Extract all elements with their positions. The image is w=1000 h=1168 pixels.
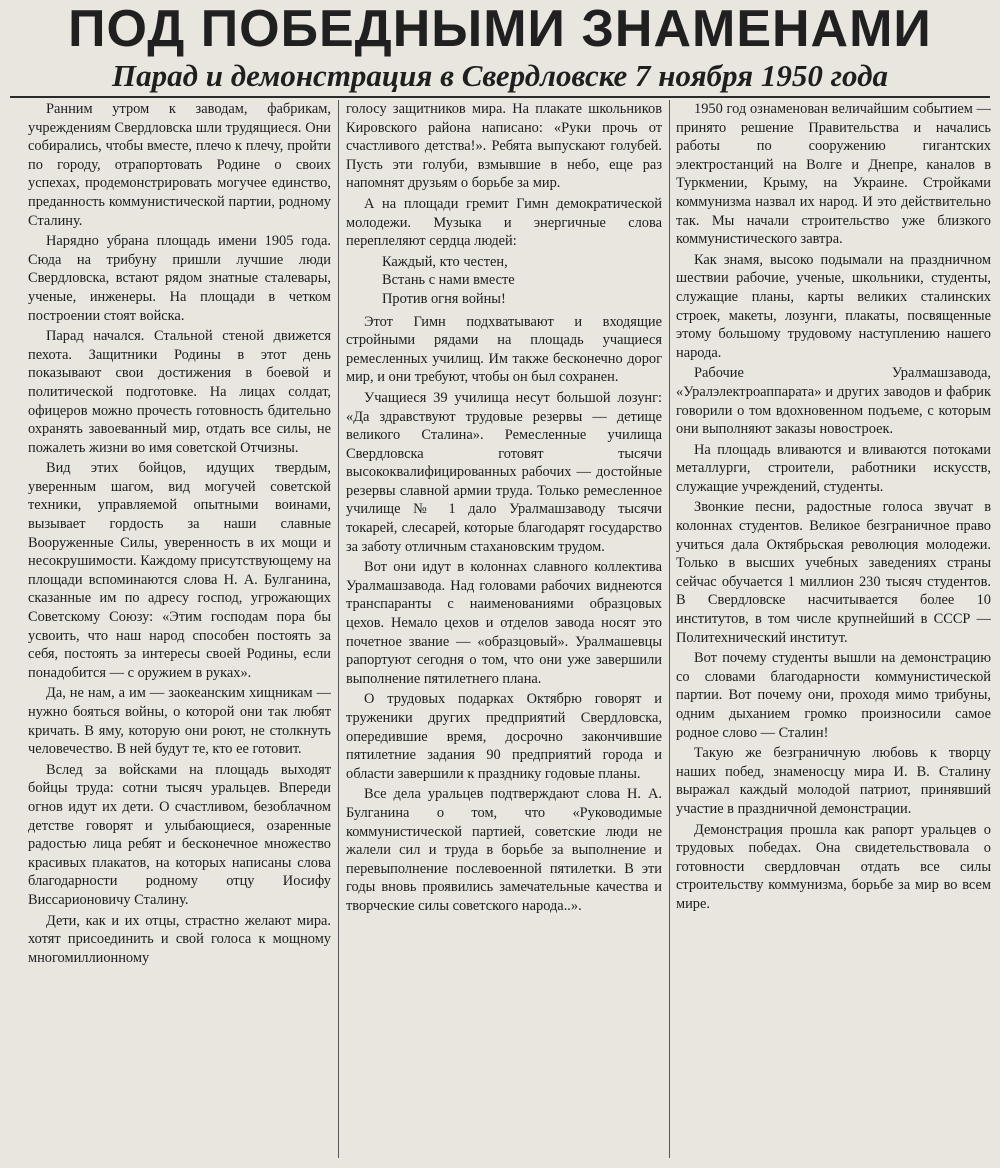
paragraph: Парад начался. Стальной стеной движется пехота. Защитники Родины в этот день показывают свои достижения в боевой и политической подготовке. На лицах солдат, офицеров можно прочесть готовность бдительно охранять завоеванный мир, отдать все силы, не пожалеть жизни во имя советской Отчизны. (28, 328, 331, 456)
verse-line: Встань с нами вместе (382, 272, 515, 289)
paragraph: Да, не нам, а им — заокеанским хищникам — нужно бояться войны, о которой они так любят кричать. В яму, которую они роют, не столкнуть человечество. В ней будут те, кто ее готовит. (28, 685, 331, 758)
paragraph: Ранним утром к заводам, фабрикам, учреждениям Свердловска шли трудящиеся. Они собирались, чтобы вместе, плечо к плечу, пройти по городу, отрапортовать Родине о своих успехах, продемонстрировать могучее единство, преданность коммунистической партии, родному Сталину. (28, 101, 331, 229)
paragraph: Демонстрация прошла как рапорт уральцев о трудовых победах. Она свидетельствовала о готовности свердловчан отдать все силы строительству коммунизма, борьбе за мир во всем мире. (676, 821, 991, 912)
verse-line: Против огня войны! (382, 290, 506, 307)
article-column-1 (28, 100, 331, 1164)
paragraph: О трудовых подарках Октябрю говорят и труженики других предприятий Свердловска, опередившие время, досрочно закончившие пятилетние задания 90 предприятий города и области завершили к празднику годовые планы. (346, 691, 662, 782)
paragraph: Рабочие Уралмашзавода, «Уралэлектроаппарата» и других заводов и фабрик говорили о том вдохновенном подъеме, с которым они выполняют заказы новостроек. (676, 365, 991, 438)
paragraph: Вид этих бойцов, идущих твердым, уверенным шагом, вид могучей советской техники, управляемой опытными воинами, вызывает гордость за наши славные Вооруженные Силы, уверенность в их мощи и несокрушимости. Каждому присутствующему на площади вспоминаются слова Н. А. Булганина, сказанные им по адресу господ, угрожающих Советскому Союзу: «Этим господам пора бы усвоить, что наш народ способен постоять за себя, постоять за интересы своей Родины, если понадобится — с оружием в руках». (28, 460, 331, 681)
paragraph: Вот они идут в колоннах славного коллектива Уралмашзавода. Над головами рабочих виднеются транспаранты с наименованиями образцовых цехов. Немало цехов и отделов завода носят это почетное звание — «образцовый». Уралмашевцы рапортуют сегодня о том, что они уже завершили выполнение пятилетнего плана. (346, 559, 662, 687)
paragraph: Нарядно убрана площадь имени 1905 года. Сюда на трибуну пришли лучшие люди Свердловска, встают рядом знатные сталевары, ученые, инженеры. На площади в четком построении стоят войска. (28, 233, 331, 324)
paragraph: голосу защитников мира. На плакате школьников Кировского района написано: «Руки прочь от счастливого детства!». Ребята выпускают голубей. Пусть эти голуби, взмывшие в небо, еще раз напомнят друзьям о борьбе за мир. (346, 101, 662, 192)
paragraph: Дети, как и их отцы, страстно желают мира. хотят присоединить и свой голоса к мощному многомиллионному (28, 912, 331, 966)
paragraph: Вслед за войсками на площадь выходят бойцы труда: сотни тысяч уральцев. Впереди огнов идут их дети. О счастливом, безоблачном детстве говорят и улыбающиеся, озаренные радостью лица ребят и бесконечное множество красивых плакатов, на которых написаны слова благодарности родному отцу Иосифу Виссарионовичу Сталину. (28, 761, 331, 908)
column-divider (669, 100, 670, 1158)
paragraph: Все дела уральцев подтверждают слова Н. А. Булганина о том, что «Руководимые коммунистической партией, советские люди не жалели сил и труда в борьбе за выполнение и перевыполнение послевоенной пятилетки. В эти годы вновь проявились замечательные качества и творческие силы советского народа..». (346, 786, 662, 914)
paragraph: Учащиеся 39 училища несут большой лозунг: «Да здравствуют трудовые резервы — детище великого Сталина». Ремесленные училища Свердловска готовят тысячи высококвалифицированных рабочих — достойные резервы славной армии труда. Только ремесленное училище № 1 дало Уралмашзаводу тысячи токарей, слесарей, которые благодарят государство за заботу отличным стахановским трудом. (346, 389, 662, 555)
anthem-verse (346, 253, 662, 309)
article-column-2 (346, 100, 662, 1164)
paragraph: Как знамя, высоко подымали на праздничном шествии рабочие, ученые, школьники, студенты, служащие планы, карты великих сталинских строек, макеты, лозунги, плакаты, посвященные этому большому трудовому наступлению нашего народа. (676, 251, 991, 361)
verse-line: Каждый, кто честен, (382, 253, 508, 270)
paragraph: А на площади гремит Гимн демократической молодежи. Музыка и энергичные слова переплеляют сердца людей: (346, 195, 662, 250)
column-divider (338, 100, 339, 1158)
header-rule (10, 96, 990, 98)
headline: ПОД ПОБЕДНЫМИ ЗНАМЕНАМИ (68, 0, 932, 58)
article-column-3 (676, 100, 991, 1164)
paragraph: На площадь вливаются и вливаются потоками металлурги, строители, работники искусств, служащие учреждений, студенты. (676, 441, 991, 495)
paragraph: Такую же безграничную любовь к творцу наших побед, знаменосцу мира И. В. Сталину выражал каждый молодой патриот, принявший участие в праздничной демонстрации. (676, 745, 991, 817)
paragraph: Звонкие песни, радостные голоса звучат в колоннах студентов. Великое безграничное право учиться дала Октябрьская революция молодежи. Только в высших учебных заведениях страны сейчас обучается 1 миллион 230 тысяч студентов. В Свердловске насчитывается более 10 институтов, в том числе крупнейший в СССР — Политехнический институт. (676, 499, 991, 646)
paragraph: Вот почему студенты вышли на демонстрацию со словами благодарности коммунистической партии. Вот почему они, проходя мимо трибуны, одним дыханием громко произносили самое родное слово — Сталин! (676, 650, 991, 741)
paragraph: Этот Гимн подхватывают и входящие стройными рядами на площадь учащиеся ремесленных училищ. Им также бесконечно дорог мир, и они требуют, чтобы он был сохранен. (346, 313, 662, 386)
paragraph: 1950 год ознаменован величайшим событием — принято решение Правительства и начались работы по сооружению гигантских электростанций на Волге и Днепре, каналов в Туркмении, Крыму, на Украине. Стройками коммунизма назвал их народ. И это действительно так. Мы начали строительство уже близкого коммунистического завтра. (676, 101, 991, 248)
subheadline: Парад и демонстрация в Свердловске 7 ноября 1950 года (112, 58, 888, 93)
